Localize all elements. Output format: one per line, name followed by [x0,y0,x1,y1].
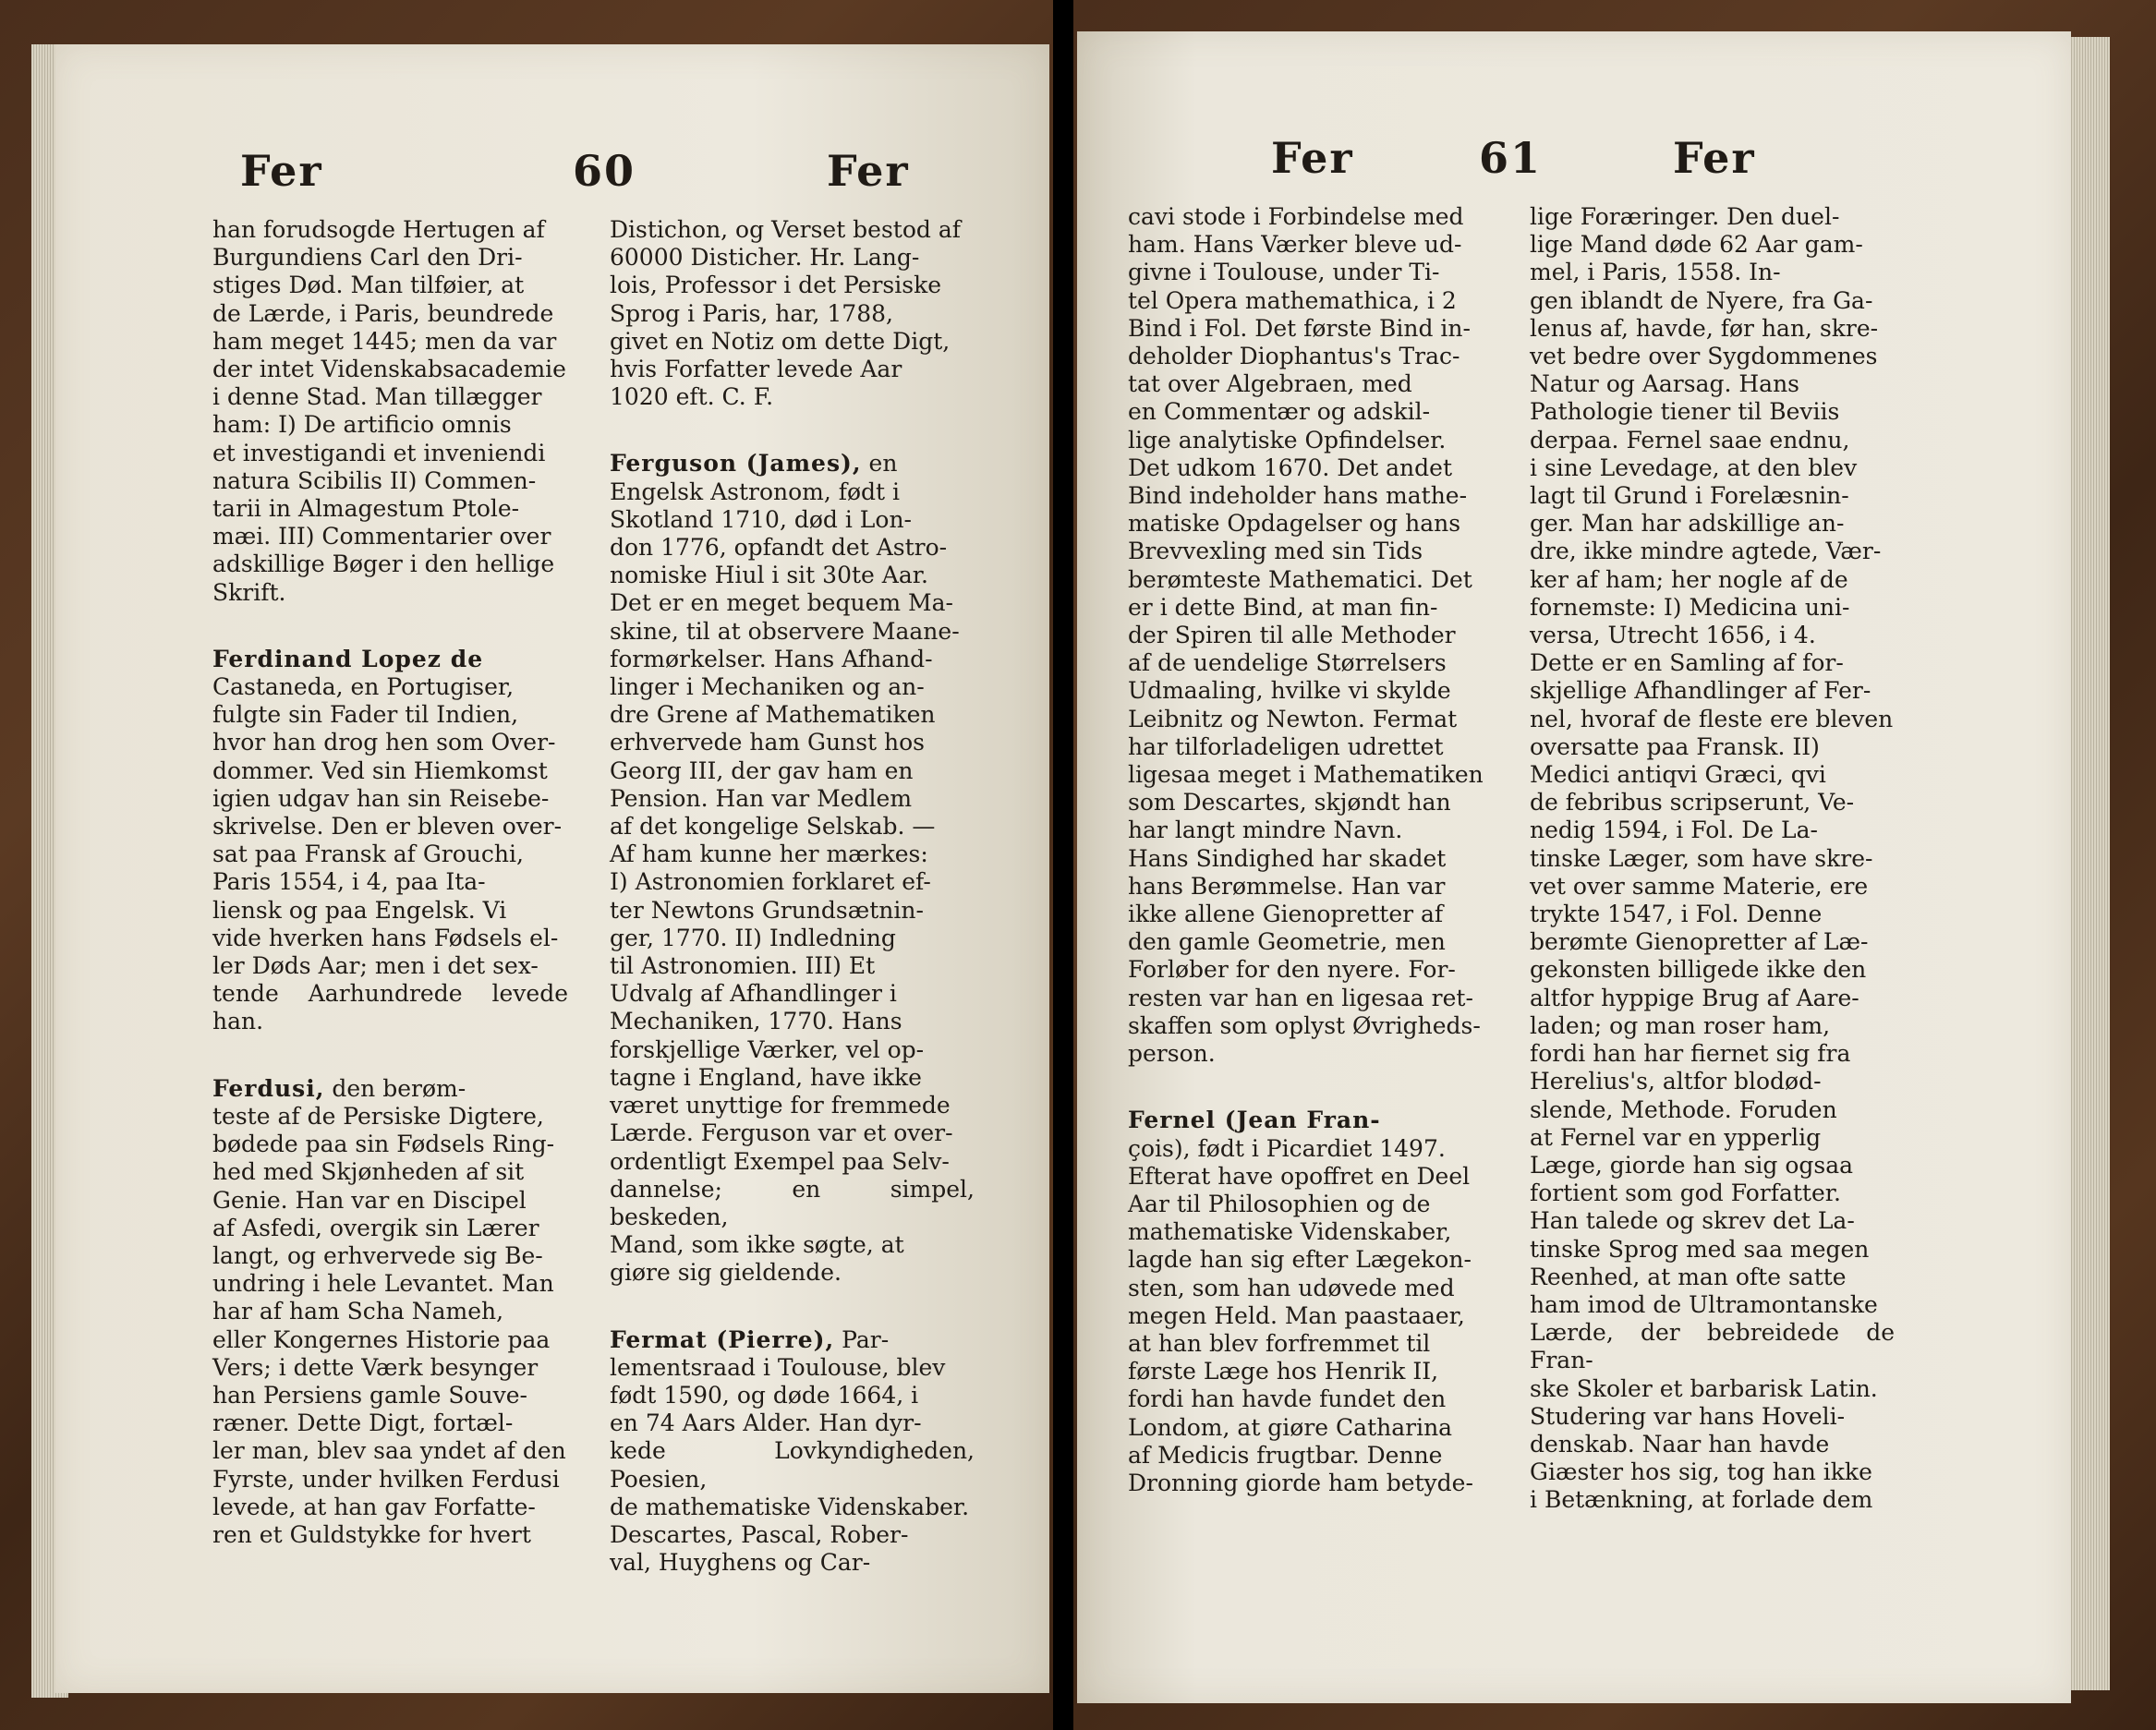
header-left-word: Fer [1271,133,1354,183]
left-page [55,44,1049,1693]
page-number: 60 [573,146,636,196]
paragraph: han forudsogde Hertugen af Burgundiens Carl den Dri- stiges Død. Man tilføier, at de Lærde, i Paris, beundrede ham meget 1445; men da var der intet Videnskabsacademie i denne Stad. Man tillægger ham: I) De artificio omnis et investigandi et inveniendi natura Scibilis II) Commen- tarii in Almagestum Ptole- mæi. III) Commentarier over adskillige Bøger i den hellige Skrift. [212,216,566,606]
entry-heading: Ferguson (James), [610,450,862,478]
running-header [55,146,1049,211]
text-column-left [212,216,568,1549]
text-column-right [1530,203,1895,1515]
entry-heading: Fernel (Jean Fran- [1128,1107,1381,1134]
paragraph: cavi stode i Forbindelse med ham. Hans Værker bleve ud- givne i Toulouse, under Ti- tel Opera mathemathica, i 2 Bind i Fol. Det første Bind in- deholder Diophantus's Trac- tat over Algebraen, med en Commentær og adskil- lige analytiske Opfindelser. Det udkom 1670. Det andet Bind indeholder hans mathe- matiske Opdagelser og hans Brevvexling med sin Tids berømteste Mathematici. Det er i dette Bind, at man fin- der Spiren til alle Methoder af de uendelige Størrelsers Udmaaling, hvilke vi skylde Leibnitz og Newton. Fermat har tilforladeligen udrettet ligesaa meget i Mathematiken som Descartes, skjøndt han har langt mindre Navn. Hans Sindighed har skadet hans Berømmelse. Han var ikke allene Gienopretter af den gamle Geometrie, men Forløber for den nyere. For- resten var han en ligesaa ret- skaffen som oplyst Øvrigheds- person. [1128,203,1484,1068]
entry-fernel [1128,1107,1493,1497]
entry-text: den berøm- teste af de Persiske Digtere, bødede paa sin Fødsels Ring- hed med Skjønheden af sit Genie. Han var en Discipel af Asfedi, overgik sin Lærer langt, og erhvervede sig Be- undring i hele Levantet. Man har af ham Scha Nameh, eller Kongernes Historie paa Vers; i dette Værk besynger han Persiens gamle Souve- ræner. Dette Digt, fortæl- ler man, blev saa yndet af den Fyrste, under hvilken Ferdusi levede, at han gav Forfatte- ren et Guldstykke for hvert [212,1074,566,1548]
page-number: 61 [1479,133,1543,183]
entry-ferguson [610,450,975,1287]
header-right-word: Fer [1673,133,1756,183]
entry-text: çois), født i Picardiet 1497. Efterat have opoffret en Deel Aar til Philosophien og de mathematiske Videnskaber, lagde han sig efter Lægekon- sten, som han udøvede med megen Held. Man paastaaer, at han blev forfremmet til første Læge hos Henrik II, fordi han havde fundet den Londom, at giøre Catharina af Medicis frugtbar. Denne Dronning giorde ham betyde- [1128,1134,1473,1496]
text-column-right [610,216,975,1577]
entry-fermat [610,1326,975,1578]
entry-text: Par- lementsraad i Toulouse, blev født 1590, og døde 1664, i en 74 Aars Alder. Han dyr- kede Lovkyndigheden, Poesien, de mathematiske Videnskaber. Descartes, Pascal, Rober- val, Huyghens og Car- [610,1325,975,1577]
header-right-word: Fer [827,146,910,196]
paragraph: lige Foræringer. Den duel- lige Mand døde 62 Aar gam- mel, i Paris, 1558. In- gen iblandt de Nyere, fra Ga- lenus af, havde, før han, skre- vet bedre over Sygdommenes Natur og Aarsag. Hans Pathologie tiener til Beviis derpaa. Fernel saae endnu, i sine Levedage, at den blev lagt til Grund i Forelæsnin- ger. Man har adskillige an- dre, ikke mindre agtede, Vær- ker af ham; her nogle af de fornemste: I) Medicina uni- versa, Utrecht 1656, i 4. Dette er en Samling af for- skjellige Afhandlinger af Fer- nel, hvoraf de fleste ere bleven oversatte paa Fransk. II) Medici antiqvi Græci, qvi de febribus scripserunt, Ve- nedig 1594, i Fol. De La- tinske Læger, som have skre- vet over samme Materie, ere trykte 1547, i Fol. Denne berømte Gienopretter af Læ- gekonsten billigede ikke den altfor hyppige Brug af Aare- laden; og man roser ham, fordi han har fiernet sig fra Herelius's, altfor blodød- slende, Methode. Foruden at Fernel var en ypperlig Læge, giorde han sig ogsaa fortient som god Forfatter. Han talede og skrev det La- tinske Sprog med saa megen Reenhed, at man ofte satte ham imod de Ultramontanske Lærde, der bebreidede de Fran- ske Skoler et barbarisk Latin. Studering var hans Hoveli- denskab. Naar han havde Giæster hos sig, tog han ikke i Betænkning, at forlade dem [1530,203,1895,1514]
header-left-word: Fer [240,146,323,196]
paragraph: Distichon, og Verset bestod af 60000 Disticher. Hr. Lang- lois, Professor i det Persiske Sprog i Paris, har, 1788, givet en Notiz om dette Digt, hvis Forfatter levede Aar 1020 eft. C. F. [610,216,962,411]
text-column-left [1128,203,1493,1497]
entry-ferdinand-lopez [212,646,568,1036]
running-header [1077,133,2071,198]
entry-heading: Ferdinand Lopez de [212,645,484,672]
entry-text: en Engelsk Astronom, født i Skotland 1710, død i Lon- don 1776, opfandt det Astro- nomiske Hiul i sit 30te Aar. Det er en meget bequem Ma- skine, til at observere Maane- formørkelser. Hans Afhand- linger i Mechaniken og an- dre Grene af Mathematiken erhvervede ham Gunst hos Georg III, der gav ham en Pension. Han var Medlem af det kongelige Selskab. — Af ham kunne her mærkes: I) Astronomien forklaret ef- ter Newtons Grundsætnin- ger, 1770. II) Indledning til Astronomien. III) Et Udvalg af Afhandlinger i Mechaniken, 1770. Hans forskjellige Værker, vel op- tagne i England, have ikke været unyttige for fremmede Lærde. Ferguson var et over- ordentligt Exempel paa Selv- dannelse; en simpel, beskeden, Mand, som ikke søgte, at giøre sig gieldende. [610,450,975,1287]
right-page [1077,31,2071,1703]
entry-heading: Fermat (Pierre), [610,1325,835,1353]
entry-ferdusi [212,1075,568,1549]
photo-divider [1053,0,1073,1730]
entry-text: Castaneda, en Portugiser, fulgte sin Fader til Indien, hvor han drog hen som Over- dommer. Ved sin Hiemkomst igien udgav han sin Reisebe- skrivelse. Den er bleven over- sat paa Fransk af Grouchi, Paris 1554, i 4, paa Ita- liensk og paa Engelsk. Vi vide hverken hans Fødsels el- ler Døds Aar; men i det sex- tende Aarhundrede levede han. [212,673,568,1035]
entry-heading: Ferdusi, [212,1074,325,1102]
